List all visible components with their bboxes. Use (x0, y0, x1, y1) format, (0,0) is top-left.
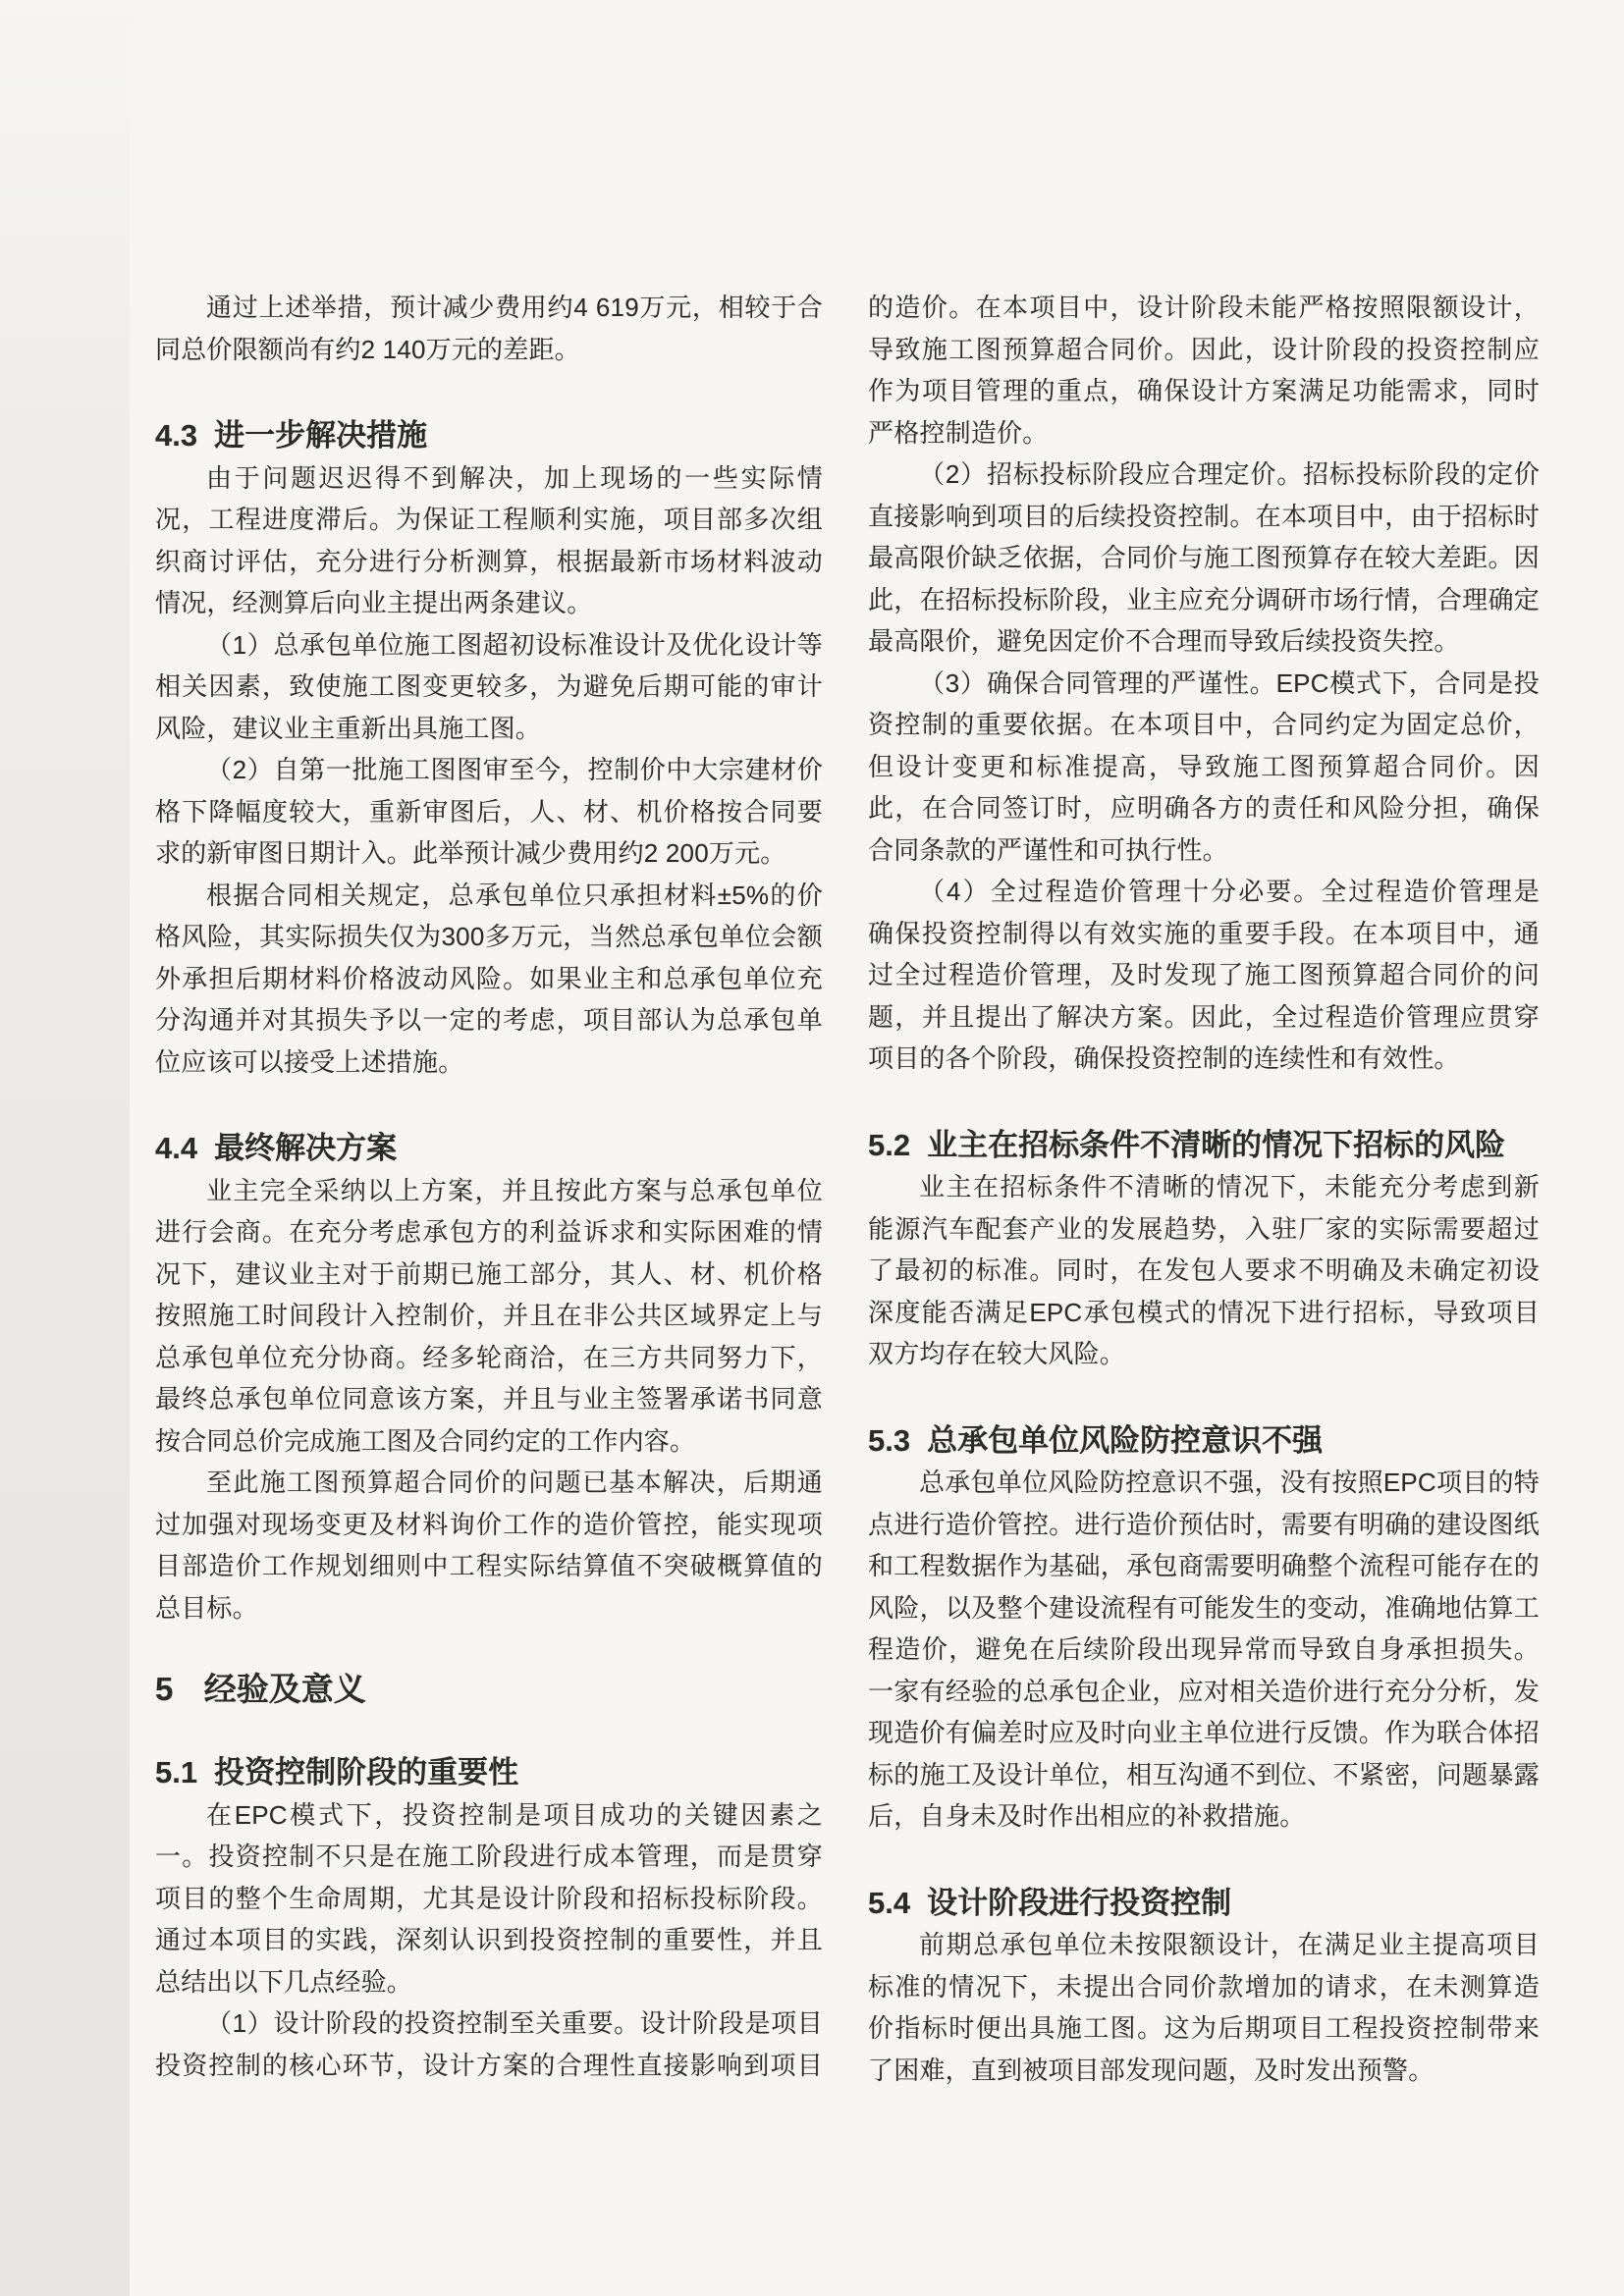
text-line: 项目的各个阶段，确保投资控制的连续性和有效性。 (868, 1043, 1460, 1073)
text-line: 根据合同相关规定，总承包单位只承担材料±5%的价 (206, 880, 823, 910)
text-line: 一家有经验的总承包企业，应对相关造价进行充分分析，发 (868, 1676, 1540, 1706)
text-line: 项目的整个生命周期，尤其是设计阶段和招标投标阶段。 (155, 1883, 823, 1913)
text-line: 总目标。 (155, 1592, 258, 1623)
text-line: 在EPC模式下，投资控制是项目成功的关键因素之 (206, 1799, 823, 1830)
text-line: 通过本项目的实践，深刻认识到投资控制的重要性，并且 (155, 1925, 823, 1954)
text-line: 点进行造价管控。进行造价预估时，需要有明确的建设图纸 (868, 1509, 1540, 1539)
text-line: 况下，建议业主对于前期已施工部分，其人、材、机价格 (155, 1258, 823, 1289)
text-line: （3）确保合同管理的严谨性。EPC模式下，合同是投 (919, 667, 1540, 698)
text-line: 由于问题迟迟得不到解决，加上现场的一些实际情 (206, 462, 823, 493)
page-left-edge-shadow (0, 0, 130, 2296)
subsection-heading-5.2 (868, 1125, 1540, 1167)
text-line: 进行会商。在充分考虑承包方的利益诉求和实际困难的情 (155, 1217, 823, 1247)
subsection-heading-5.4 (868, 1883, 1540, 1925)
text-line: 导致施工图预算超合同价。因此，设计阶段的投资控制应 (868, 334, 1540, 364)
text-line: （1）设计阶段的投资控制至关重要。设计阶段是项目 (206, 2008, 823, 2038)
text-line: 确保投资控制得以有效实施的重要手段。在本项目中，通 (868, 918, 1540, 948)
heading-number: 5.1 (155, 1755, 198, 1789)
text-line: 总承包单位充分协商。经多轮商洽，在三方共同努力下， (155, 1342, 823, 1372)
paragraph (868, 1166, 1540, 1375)
text-line: 总结出以下几点经验。 (155, 1966, 413, 1997)
heading-number: 5.3 (868, 1422, 911, 1458)
text-line: 格下降幅度较大，重新审图后，人、材、机价格按合同要 (155, 796, 823, 827)
text-line: 双方均存在较大风险。 (868, 1339, 1126, 1368)
paragraph (155, 875, 823, 1084)
text-line: 后，自身未及时作出相应的补救措施。 (868, 1801, 1306, 1831)
text-line: （2）招标投标阶段应合理定价。招标投标阶段的定价 (919, 459, 1540, 489)
text-line: 合同条款的严谨性和可执行性。 (868, 834, 1228, 865)
text-line: （4）全过程造价管理十分必要。全过程造价管理是 (919, 877, 1540, 906)
paragraph (155, 287, 823, 370)
heading-title: 进一步解决措施 (214, 418, 428, 453)
section-heading-5 (155, 1664, 823, 1715)
heading-title: 最终解决方案 (214, 1131, 398, 1165)
text-line: 的造价。在本项目中，设计阶段未能严格按照限额设计， (868, 293, 1540, 322)
text-line: 同总价限额尚有约2 140万元的差距。 (155, 334, 580, 364)
paragraph (155, 624, 823, 750)
text-line: 标的施工及设计单位，相互沟通不到位、不紧密，问题暴露 (868, 1759, 1540, 1789)
text-line: 作为项目管理的重点，确保设计方案满足功能需求，同时 (868, 376, 1540, 405)
text-line: 直接影响到项目的后续投资控制。在本项目中，由于招标时 (868, 501, 1540, 531)
text-line: 最高限价缺乏依据，合同价与施工图预算存在较大差距。因 (868, 543, 1540, 572)
paragraph (155, 1170, 823, 1463)
text-line: 一。投资控制不只是在施工阶段进行成本管理，而是贯穿 (155, 1842, 823, 1871)
text-line: 最终总承包单位同意该方案，并且与业主签署承诺书同意 (155, 1384, 823, 1414)
paragraph (868, 1924, 1540, 2091)
subsection-heading-4.4 (155, 1128, 823, 1170)
heading-number: 5.4 (868, 1885, 911, 1920)
heading-title: 经验及意义 (203, 1671, 366, 1707)
text-line: 况，工程进度滞后。为保证工程顺利实施，项目部多次组 (155, 505, 823, 534)
paragraph (868, 663, 1540, 872)
text-line: 投资控制的核心环节，设计方案的合理性直接影响到项目 (155, 2050, 823, 2080)
heading-title: 总承包单位风险防控意识不强 (927, 1422, 1324, 1458)
text-line: 价指标时便出具施工图。这为后期项目工程投资控制带来 (868, 2013, 1540, 2043)
paragraph (868, 287, 1540, 454)
text-line: 相关因素，致使施工图变更较多，为避免后期可能的审计 (155, 671, 823, 701)
text-line: 深度能否满足EPC承包模式的情况下进行招标，导致项目 (868, 1297, 1540, 1327)
right-column (868, 287, 1540, 2091)
text-line: 格风险，其实际损失仅为300多万元，当然总承包单位会额 (155, 922, 823, 951)
left-column (155, 287, 823, 2086)
text-line: 和工程数据作为基础，承包商需要明确整个流程可能存在的 (868, 1551, 1540, 1580)
text-line: 通过上述举措，预计减少费用约4 619万元，相较于合 (206, 293, 823, 322)
heading-number: 5 (155, 1671, 174, 1707)
heading-title: 投资控制阶段的重要性 (214, 1755, 519, 1789)
paragraph (155, 2002, 823, 2086)
text-line: 风险，以及整个建设流程有可能发生的变动，准确地估算工 (868, 1592, 1540, 1623)
text-line: 过加强对现场变更及材料询价工作的造价管控，能实现项 (155, 1509, 823, 1539)
paragraph (155, 457, 823, 624)
text-line: 位应该可以接受上述措施。 (155, 1046, 464, 1077)
heading-title: 设计阶段进行投资控制 (927, 1885, 1232, 1920)
paragraph (868, 454, 1540, 663)
paragraph (155, 1462, 823, 1629)
text-line: 前期总承包单位未按限额设计，在满足业主提高项目 (919, 1930, 1540, 1959)
paragraph (155, 1794, 823, 2003)
text-line: 按合同总价完成施工图及合同约定的工作内容。 (155, 1425, 696, 1456)
text-line: 过全过程造价管理，及时发现了施工图预算超合同价的问 (868, 960, 1540, 989)
text-line: （2）自第一批施工图图审至今，控制价中大宗建材价 (206, 755, 823, 784)
text-line: 情况，经测算后向业主提出两条建议。 (155, 588, 593, 617)
text-line: 最高限价，避免因定价不合理而导致后续投资失控。 (868, 626, 1460, 656)
text-line: 风险，建议业主重新出具施工图。 (155, 713, 542, 743)
text-line: 求的新审图日期计入。此举预计减少费用约2 200万元。 (155, 838, 786, 868)
text-line: 目部造价工作规划细则中工程实际结算值不突破概算值的 (155, 1551, 823, 1580)
heading-title: 业主在招标条件不清晰的情况下招标的风险 (927, 1127, 1506, 1162)
paragraph (868, 1462, 1540, 1838)
subsection-heading-5.3 (868, 1420, 1540, 1463)
text-line: 严格控制造价。 (868, 417, 1049, 448)
text-line: 但设计变更和标准提高，导致施工图预算超合同价。因 (868, 751, 1540, 781)
heading-number: 4.4 (155, 1131, 198, 1165)
heading-number: 4.3 (155, 418, 198, 453)
subsection-heading-4.3 (155, 415, 823, 457)
heading-number: 5.2 (868, 1127, 911, 1162)
text-line: 标准的情况下，未提出合同价款增加的请求，在未测算造 (868, 1971, 1540, 2002)
text-line: 业主完全采纳以上方案，并且按此方案与总承包单位 (206, 1175, 823, 1205)
paragraph (868, 871, 1540, 1080)
text-line: 能源汽车配套产业的发展趋势，入驻厂家的实际需要超过 (868, 1213, 1540, 1244)
text-line: 外承担后期材料价格波动风险。如果业主和总承包单位充 (155, 963, 823, 993)
text-line: （1）总承包单位施工图超初设标准设计及优化设计等 (206, 629, 823, 660)
text-line: 了最初的标准。同时，在发包人要求不明确及未确定初设 (868, 1255, 1540, 1285)
subsection-heading-5.1 (155, 1752, 823, 1794)
text-line: 了困难，直到被项目部发现问题，及时发出预警。 (868, 2055, 1435, 2085)
text-line: 资控制的重要依据。在本项目中，合同约定为固定总价， (868, 710, 1540, 739)
text-line: 现造价有偏差时应及时向业主单位进行反馈。作为联合体招 (868, 1718, 1540, 1747)
text-line: 此，在合同签订时，应明确各方的责任和风险分担，确保 (868, 793, 1540, 823)
text-line: 题，并且提出了解决方案。因此，全过程造价管理应贯穿 (868, 1001, 1540, 1032)
text-line: 程造价，避免在后续阶段出现异常而导致自身承担损失。 (868, 1634, 1540, 1664)
paragraph (155, 749, 823, 875)
text-line: 按照施工时间段计入控制价，并且在非公共区域界定上与 (155, 1301, 823, 1330)
text-line: 至此施工图预算超合同价的问题已基本解决，后期通 (206, 1468, 823, 1497)
text-line: 此，在招标投标阶段，业主应充分调研市场行情，合理确定 (868, 584, 1540, 614)
text-line: 业主在招标条件不清晰的情况下，未能充分考虑到新 (919, 1172, 1540, 1201)
text-line: 分沟通并对其损失予以一定的考虑，项目部认为总承包单 (155, 1005, 823, 1035)
text-line: 织商讨评估，充分进行分析测算，根据最新市场材料波动 (155, 546, 823, 576)
text-line: 总承包单位风险防控意识不强，没有按照EPC项目的特 (919, 1468, 1540, 1497)
